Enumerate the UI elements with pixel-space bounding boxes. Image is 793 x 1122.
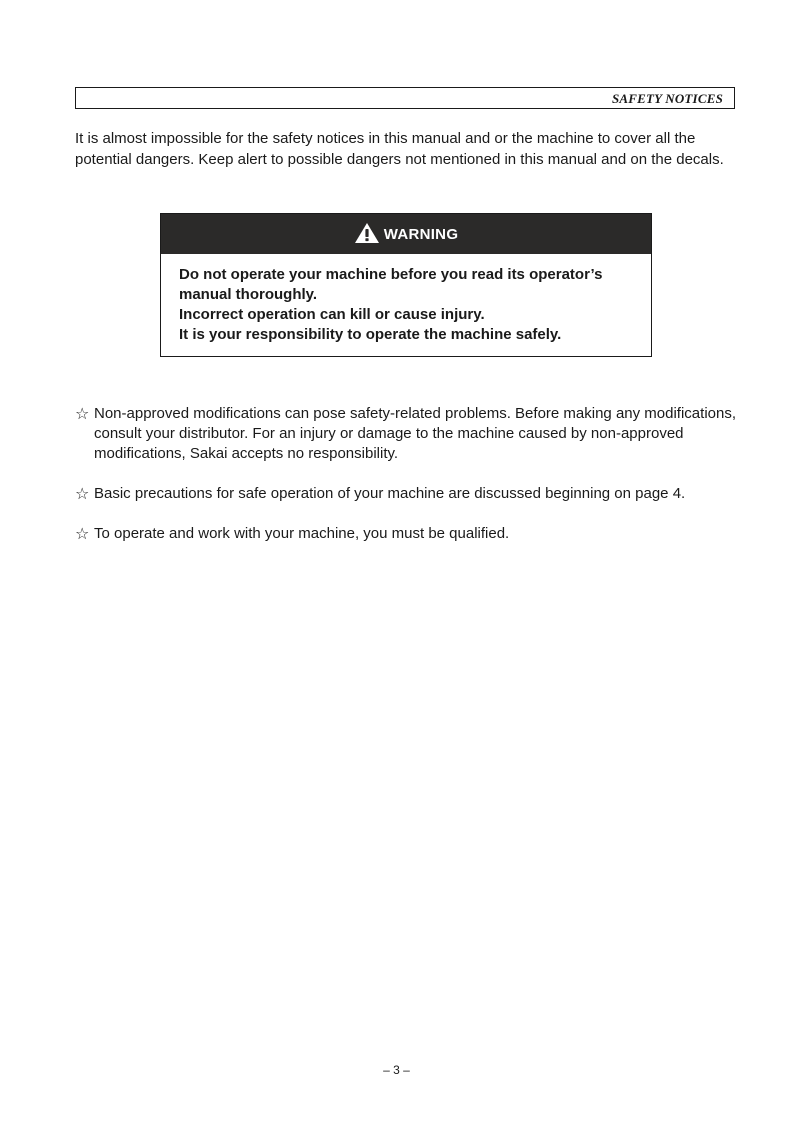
star-icon: ☆ [75,404,90,423]
list-item [75,524,745,544]
note-text: To operate and work with your machine, you must be qualified. [94,525,510,542]
section-title: SAFETY NOTICES [611,91,723,106]
star-icon: ☆ [75,524,90,543]
warning-triangle-icon [354,222,380,244]
page-number: – 3 – [383,1063,410,1077]
warning-line: Incorrect operation can kill or cause injury. [179,306,485,323]
warning-body [161,254,651,345]
warning-line: manual thoroughly. [179,286,318,303]
warning-box [160,213,652,357]
list-item [75,484,745,504]
warning-line: It is your responsibility to operate the machine safely. [179,326,562,343]
note-text: Basic precautions for safe operation of your machine are discussed beginning on page 4. [94,485,686,502]
intro-paragraph: It is almost impossible for the safety notices in this manual and or the machine to cover all the potential dangers. Keep alert to possible dangers not mentioned in this manual and on the decals. [75,130,724,168]
notes-list [75,404,745,564]
warning-header [161,214,651,254]
star-icon: ☆ [75,484,90,503]
section-header [75,87,735,109]
list-item [75,404,745,464]
warning-line: Do not operate your machine before you read its operator’s [179,266,603,283]
warning-label: WARNING [383,225,459,243]
note-text: Non-approved modifications can pose safety-related problems. Before making any modifications, consult your distributor. For an injury or damage to the machine caused by non-approved modifications, Sakai accepts no responsibility. [94,405,736,462]
